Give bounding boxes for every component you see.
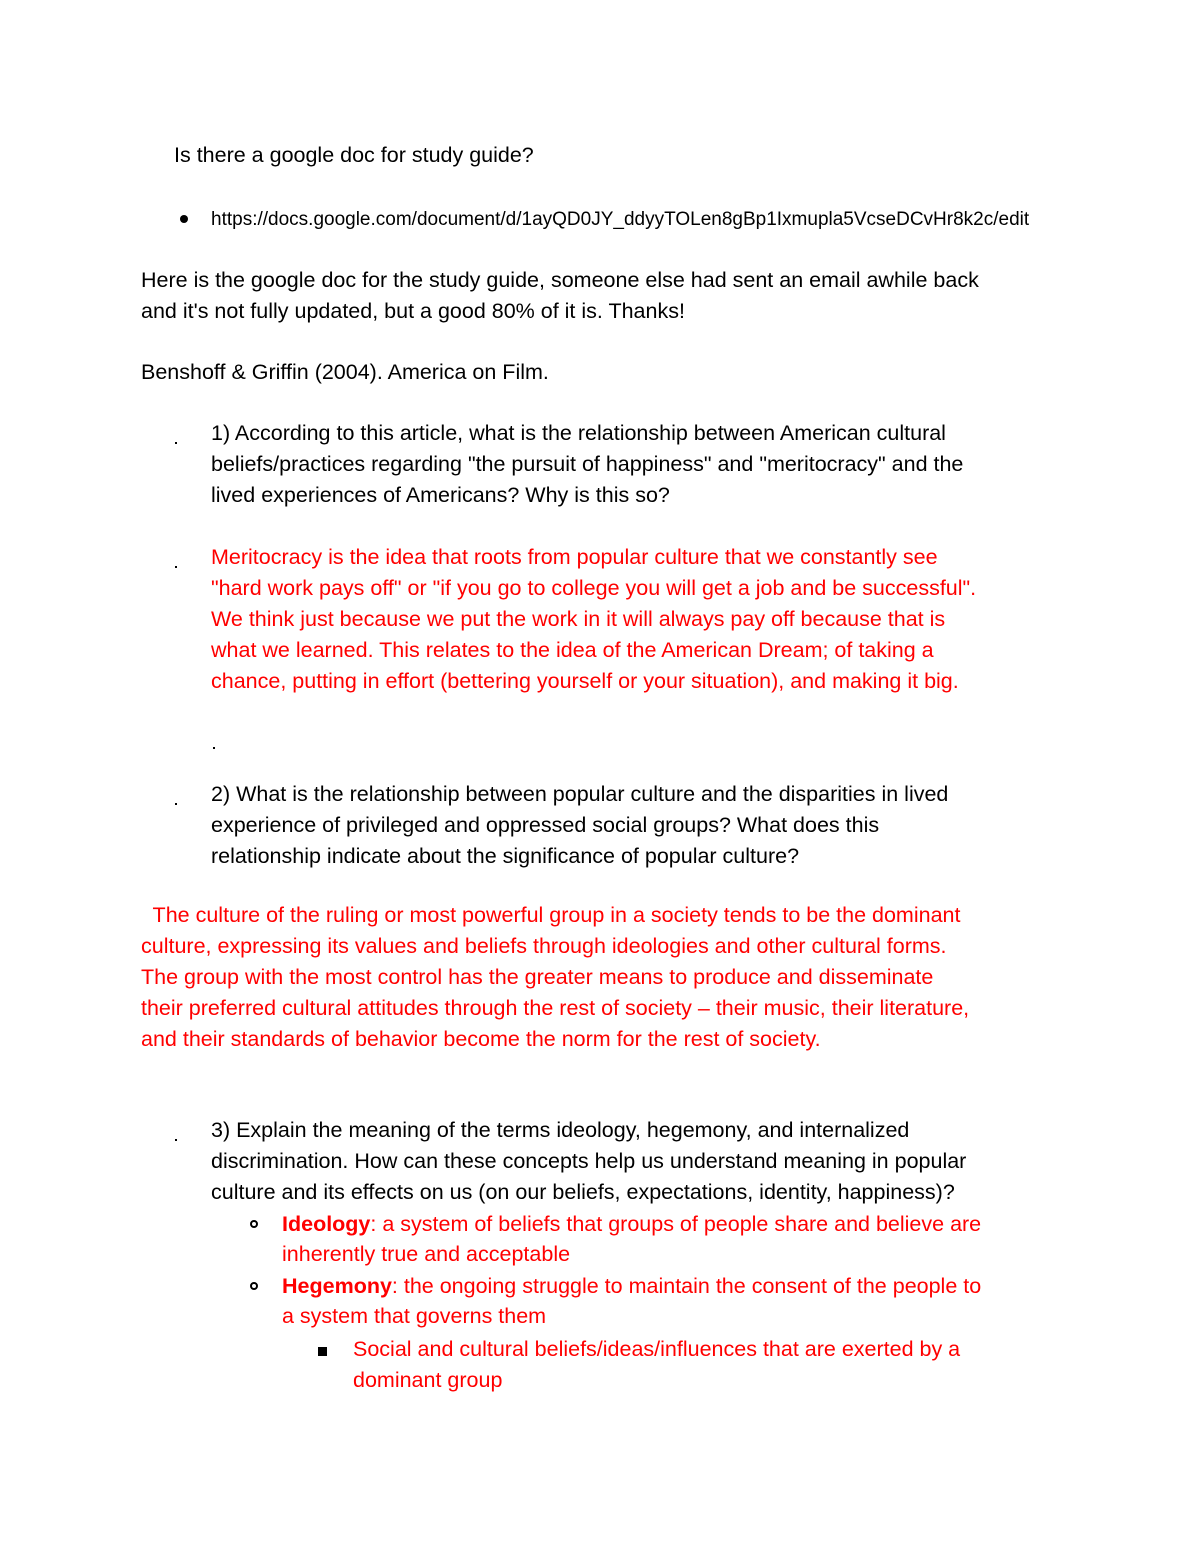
a1-line-5: chance, putting in effort (bettering yourself or your situation), and making it big. bbox=[211, 669, 959, 693]
q1-line-3: lived experiences of Americans? Why is this so? bbox=[211, 483, 670, 507]
q3-line-2: discrimination. How can these concepts help us understand meaning in popular bbox=[211, 1149, 967, 1173]
hegemony-item-line-2: a system that governs them bbox=[282, 1304, 547, 1328]
ideology-definition: : a system of beliefs that groups of people share and believe are bbox=[370, 1212, 982, 1236]
a2-line-3: The group with the most control has the greater means to produce and disseminate bbox=[141, 965, 934, 989]
hegemony-term: Hegemony bbox=[282, 1274, 392, 1298]
q3-line-3: culture and its effects on us (on our beliefs, expectations, identity, happiness)? bbox=[211, 1180, 955, 1204]
ideology-term: Ideology bbox=[282, 1212, 371, 1236]
list-marker-icon bbox=[175, 1139, 177, 1141]
bullet-dot-icon bbox=[180, 215, 188, 223]
q3-line-1: 3) Explain the meaning of the terms ideology, hegemony, and internalized bbox=[211, 1118, 910, 1142]
q1-line-2: beliefs/practices regarding "the pursuit of happiness" and "meritocracy" and the bbox=[211, 452, 964, 476]
a2-line-5: and their standards of behavior become the norm for the rest of society. bbox=[141, 1027, 821, 1051]
list-marker-icon bbox=[175, 803, 177, 805]
hegemony-sub-line-2: dominant group bbox=[353, 1368, 503, 1392]
a1-line-2: "hard work pays off" or "if you go to college you will get a job and be successful". bbox=[211, 576, 977, 600]
list-marker-icon bbox=[175, 442, 177, 444]
study-guide-link[interactable]: https://docs.google.com/document/d/1ayQD0JY_ddyyTOLen8gBp1Ixmupla5VcseDCvHr8k2c/edit bbox=[211, 209, 1030, 230]
q2-line-3: relationship indicate about the significance of popular culture? bbox=[211, 844, 800, 868]
hegemony-definition: : the ongoing struggle to maintain the consent of the people to bbox=[391, 1274, 982, 1298]
a2-line-1: The culture of the ruling or most powerful group in a society tends to be the dominant bbox=[141, 903, 961, 927]
circle-bullet-icon bbox=[250, 1282, 258, 1290]
ideology-item-line-2: inherently true and acceptable bbox=[282, 1242, 571, 1266]
a1-line-4: what we learned. This relates to the idea of the American Dream; of taking a bbox=[211, 638, 934, 662]
circle-bullet-icon bbox=[250, 1220, 258, 1228]
intro-line-2: and it's not fully updated, but a good 80% of it is. Thanks! bbox=[141, 299, 685, 323]
square-bullet-icon bbox=[318, 1347, 327, 1356]
q1-line-1: 1) According to this article, what is the relationship between American cultural bbox=[211, 421, 946, 445]
question-text: Is there a google doc for study guide? bbox=[174, 143, 534, 167]
hegemony-sub-line-1: Social and cultural beliefs/ideas/influences that are exerted by a bbox=[353, 1337, 961, 1361]
hegemony-item-line-1 bbox=[282, 1271, 981, 1302]
q2-line-2: experience of privileged and oppressed social groups? What does this bbox=[211, 813, 880, 837]
a2-line-4: their preferred cultural attitudes through the rest of society – their music, their literature, bbox=[141, 996, 970, 1020]
a1-line-1: Meritocracy is the idea that roots from popular culture that we constantly see bbox=[211, 545, 938, 569]
list-marker-icon bbox=[175, 566, 177, 568]
a2-line-2: culture, expressing its values and beliefs through ideologies and other cultural forms. bbox=[141, 934, 947, 958]
list-marker-icon bbox=[213, 747, 215, 749]
reference-citation: Benshoff & Griffin (2004). America on Film. bbox=[141, 360, 549, 384]
a1-line-3: We think just because we put the work in it will always pay off because that is bbox=[211, 607, 946, 631]
q2-line-1: 2) What is the relationship between popular culture and the disparities in lived bbox=[211, 782, 949, 806]
intro-line-1: Here is the google doc for the study guide, someone else had sent an email awhile back bbox=[141, 268, 979, 292]
ideology-item-line-1 bbox=[282, 1209, 981, 1240]
